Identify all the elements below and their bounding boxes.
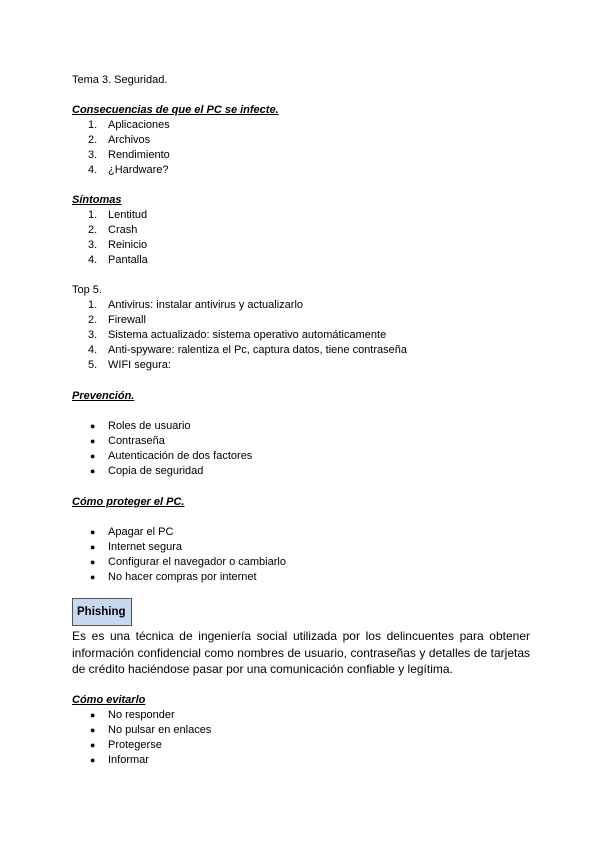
heading-evitarlo: Cómo evitarlo bbox=[72, 694, 146, 706]
heading-consecuencias: Consecuencias de que el PC se infecte. bbox=[72, 104, 279, 116]
bullet-icon: ● bbox=[90, 755, 96, 765]
bullet-icon: ● bbox=[90, 740, 96, 750]
heading-proteger: Cómo proteger el PC. bbox=[72, 496, 185, 508]
heading-prevencion: Prevención. bbox=[72, 390, 135, 402]
bullet-icon: ● bbox=[90, 557, 96, 567]
bullet-icon: ● bbox=[90, 542, 96, 552]
phishing-label: Phishing bbox=[72, 598, 132, 626]
bullet-icon: ● bbox=[90, 710, 96, 720]
bullet-icon: ● bbox=[90, 527, 96, 537]
heading-sintomas: Síntomas bbox=[72, 194, 122, 206]
phishing-description: Es es una técnica de ingeniería social utilizada por los delincuentes para obtener información confidencial como nombres de usuario, contraseñas y detalles de tarjetas de crédito haciéndose pasar por una comunicación confiable y legítima. bbox=[72, 629, 530, 676]
bullet-icon: ● bbox=[90, 725, 96, 735]
bullet-icon: ● bbox=[90, 451, 96, 461]
bullet-icon: ● bbox=[90, 572, 96, 582]
bullet-icon: ● bbox=[90, 421, 96, 431]
heading-top5: Top 5. bbox=[72, 284, 102, 296]
document-title: Tema 3. Seguridad. bbox=[72, 74, 168, 86]
bullet-icon: ● bbox=[90, 436, 96, 446]
bullet-icon: ● bbox=[90, 466, 96, 476]
